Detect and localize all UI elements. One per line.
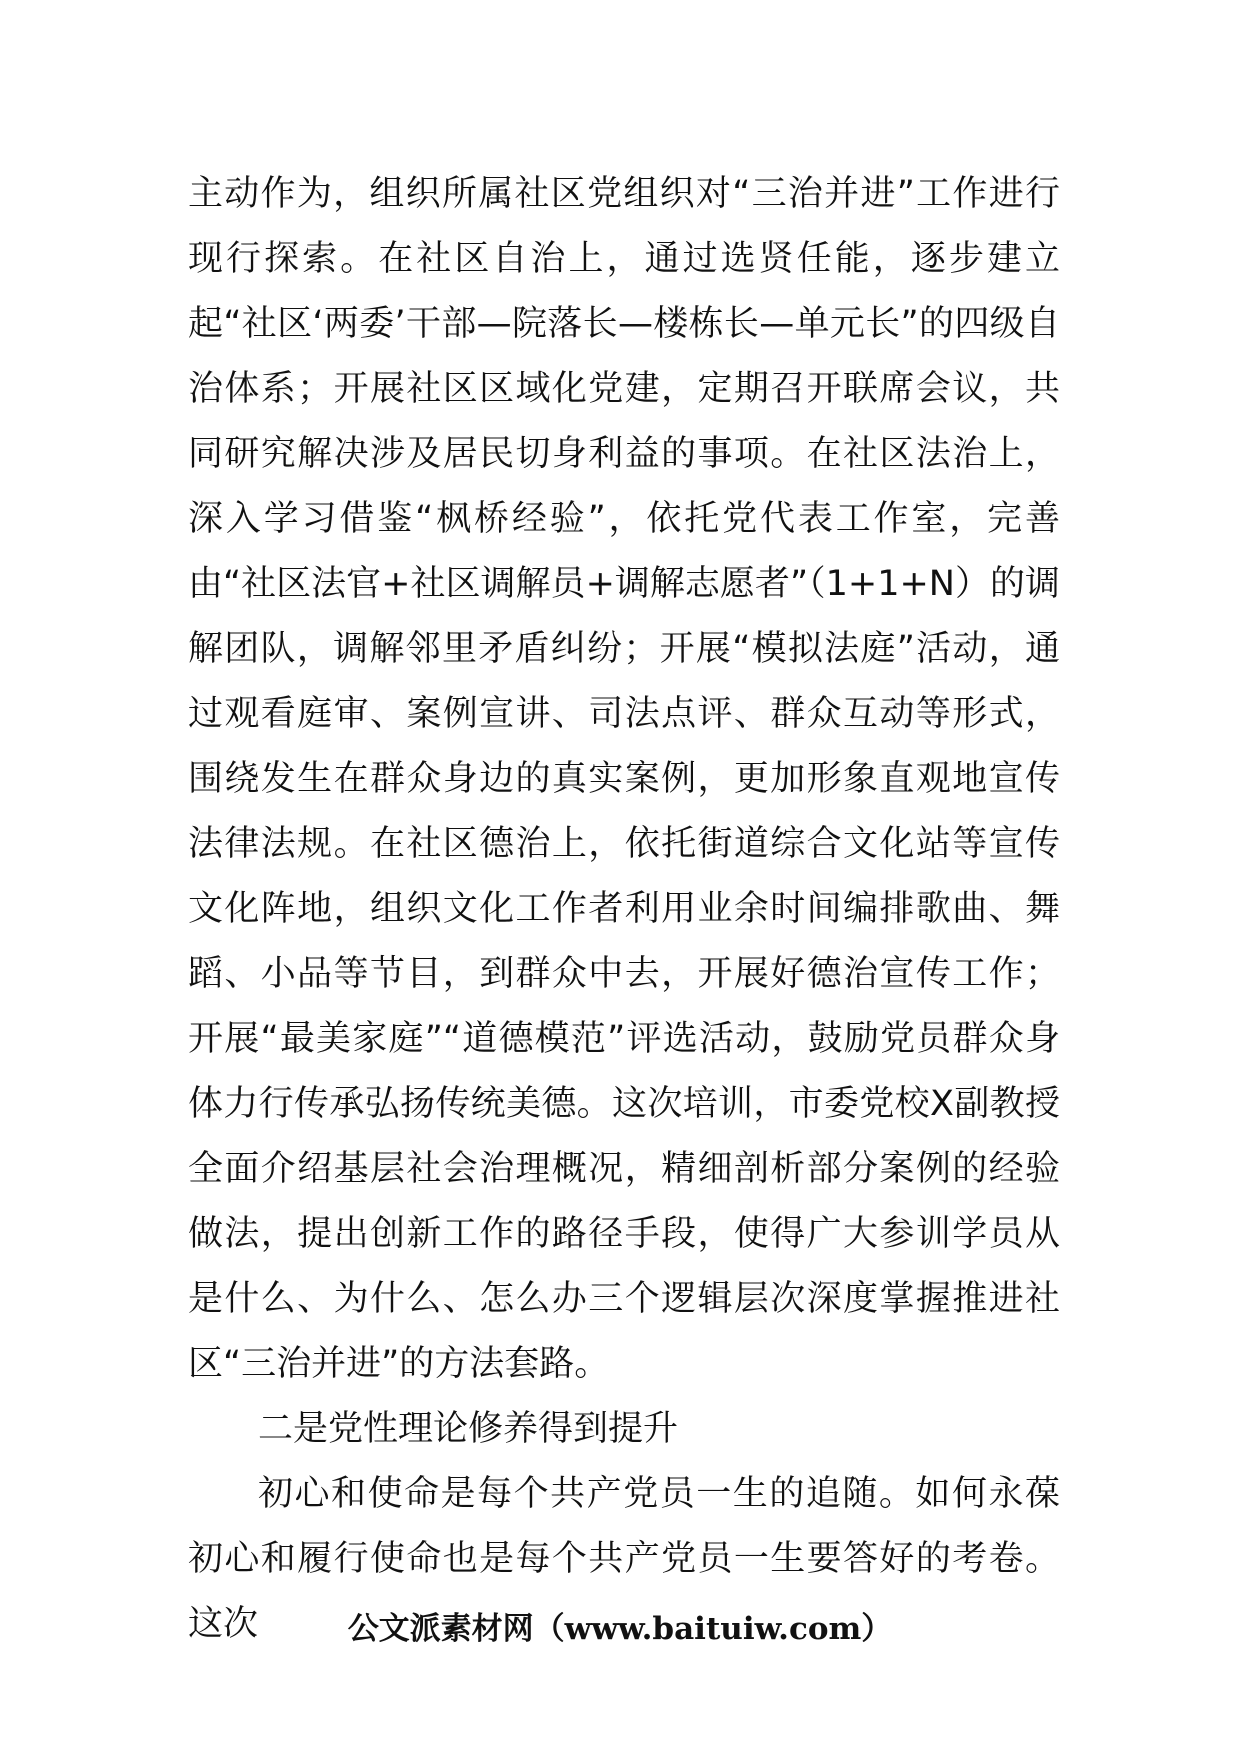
document-body [188,162,1060,1657]
body-paragraph: 初心和使命是每个共产党员一生的追随。如何永葆初心和履行使命也是每个共产党员一生要答好的考卷。这次 [188,1474,1060,1644]
section-heading: 二是党性理论修养得到提升 [258,1409,679,1449]
footer-watermark: 公文派素材网（www.baituiw.com） [347,1611,893,1647]
body-paragraph: 主动作为，组织所属社区党组织对“三治并进”工作进行现行探索。在社区自治上，通过选贤任能，逐步建立起“社区‘两委’干部—院落长—楼栋长—单元长”的四级自治体系；开展社区区域化党建，定期召开联席会议，共同研究解决涉及居民切身利益的事项。在社区法治上，深入学习借鉴“枫桥经验”，依托党代表工作室，完善由“社区法官+社区调解员+调解志愿者”（1+1+N）的调解团队，调解邻里矛盾纠纷；开展“模拟法庭”活动，通过观看庭审、案例宣讲、司法点评、群众互动等形式，围绕发生在群众身边的真实案例，更加形象直观地宣传法律法规。在社区德治上，依托街道综合文化站等宣传文化阵地，组织文化工作者利用业余时间编排歌曲、舞蹈、小品等节目，到群众中去，开展好德治宣传工作；开展“最美家庭”“道德模范”评选活动，鼓励党员群众身体力行传承弘扬传统美德。这次培训，市委党校X副教授全面介绍基层社会治理概况，精细剖析部分案例的经验做法，提出创新工作的路径手段，使得广大参训学员从是什么、为什么、怎么办三个逻辑层次深度掌握推进社区“三治并进”的方法套路。 [188,174,1060,1384]
